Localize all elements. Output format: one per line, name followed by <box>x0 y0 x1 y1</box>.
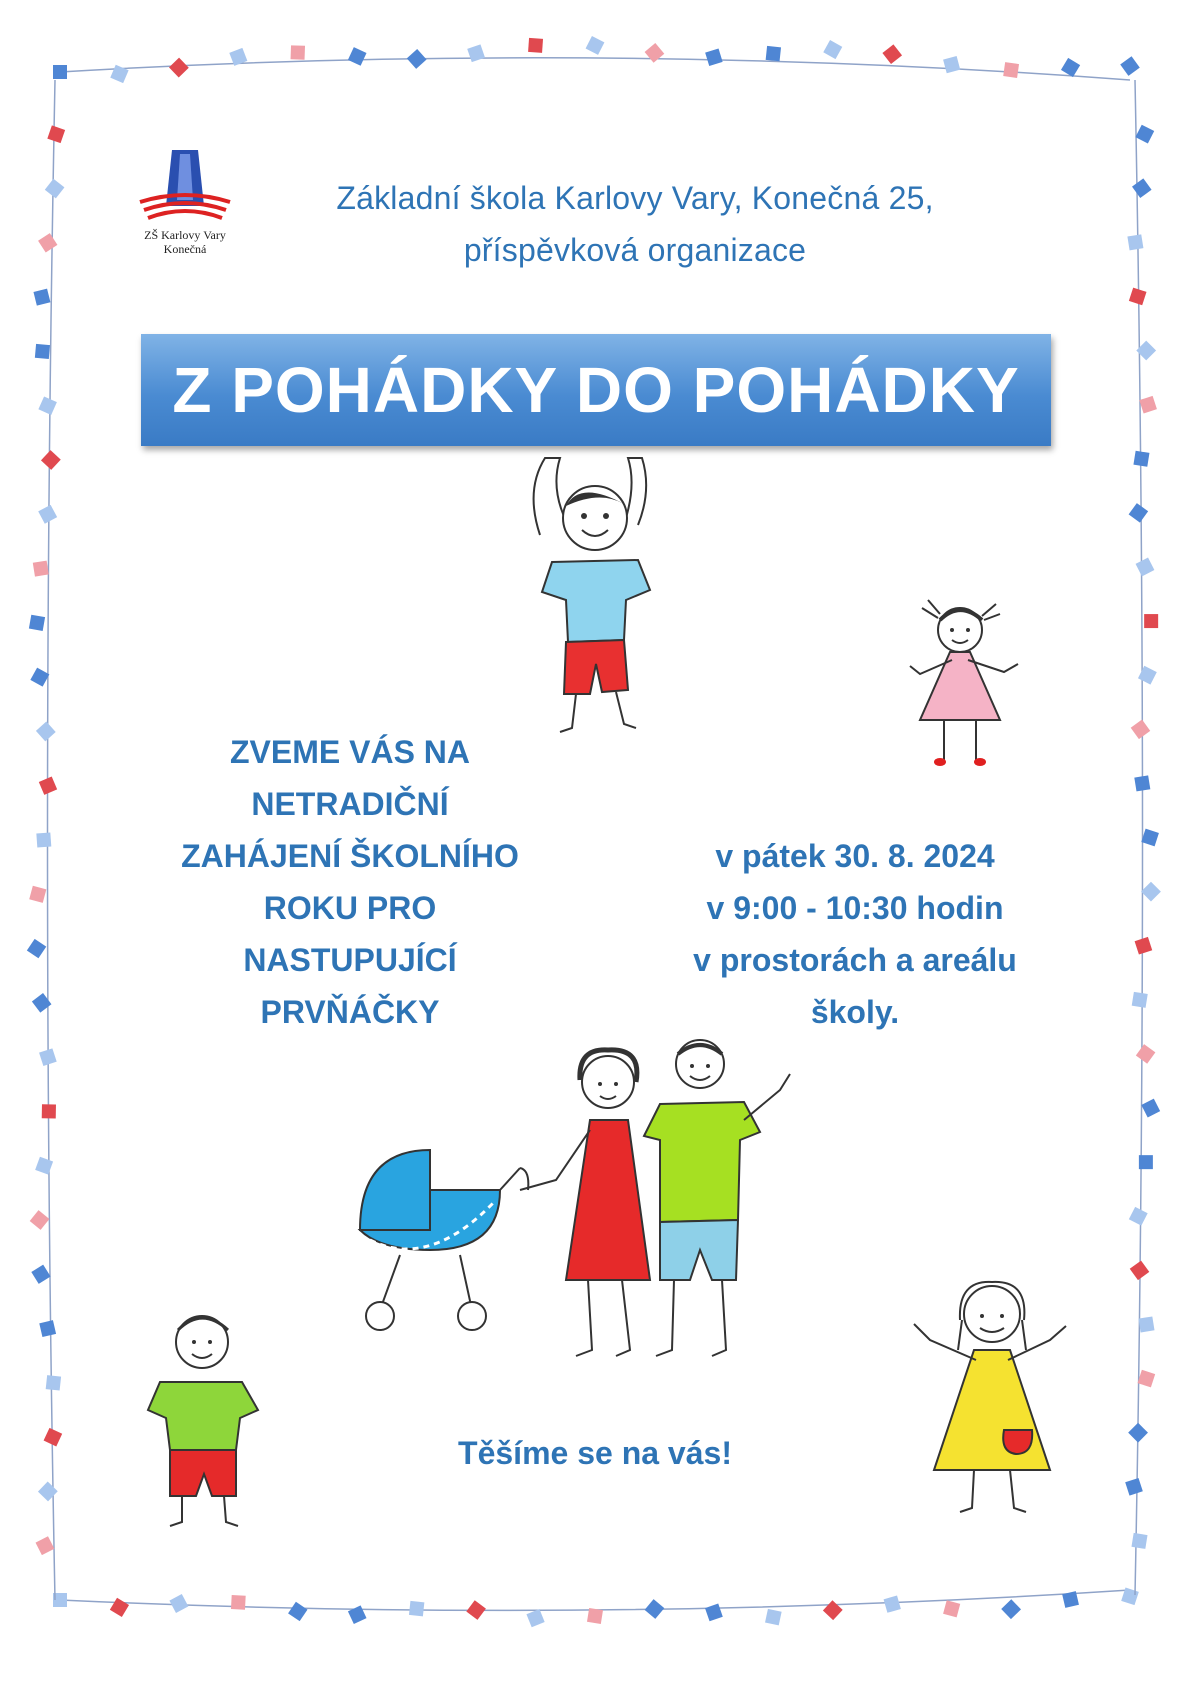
bunting-flag <box>705 49 722 66</box>
girl-yellow-drawing <box>900 1270 1080 1520</box>
bunting-flag <box>42 1104 56 1118</box>
bunting-flag <box>46 1375 61 1390</box>
bunting-flag <box>33 561 49 577</box>
bunting-flag <box>526 1609 544 1627</box>
bunting-flag <box>39 1048 57 1066</box>
bunting-flag <box>1125 1478 1143 1496</box>
bunting-string <box>60 58 1130 80</box>
bunting-flag <box>823 1600 843 1620</box>
bunting-flag <box>29 886 46 903</box>
logo-text-line2: Konečná <box>163 242 207 256</box>
bunting-flag <box>348 1605 367 1624</box>
event-time: v 9:00 - 10:30 hodin <box>706 890 1004 926</box>
bunting-flag <box>1141 1099 1160 1118</box>
bunting-flag <box>1001 1599 1021 1619</box>
event-place-cont: školy. <box>810 994 900 1030</box>
bunting-flag <box>30 668 49 687</box>
bunting-flag <box>33 289 50 306</box>
invitation-line: NASTUPUJÍCÍ <box>243 942 457 978</box>
invitation-line: ZVEME VÁS NA <box>229 734 471 770</box>
bunting-flag <box>1130 1261 1150 1281</box>
bunting-flag <box>27 939 46 958</box>
bunting-flag <box>645 43 665 63</box>
invitation-line: PRVŇÁČKY <box>260 994 440 1030</box>
bunting-flag <box>1134 775 1150 791</box>
bunting-flag <box>47 125 65 143</box>
page-title: Z POHÁDKY DO POHÁDKY <box>172 354 1020 426</box>
bunting-flag <box>1135 125 1154 144</box>
bunting-flag <box>766 46 781 61</box>
bunting-string <box>60 1590 1130 1610</box>
bunting-flag <box>943 56 960 73</box>
bunting-flag <box>1120 56 1140 76</box>
bunting-flag <box>348 47 367 66</box>
bunting-flag <box>1129 1207 1148 1226</box>
bunting-flag <box>38 396 56 414</box>
bunting-flag <box>35 344 50 359</box>
bunting-flag <box>1138 1316 1154 1332</box>
bunting-flag <box>1129 503 1149 523</box>
invitation-line: ZAHÁJENÍ ŠKOLNÍHO <box>181 838 519 874</box>
bunting-flag <box>38 505 57 524</box>
bunting-flag <box>39 1320 56 1337</box>
boy-green-drawing <box>140 1300 270 1530</box>
family-with-pram-drawing <box>360 1040 840 1380</box>
bunting-flag <box>765 1609 782 1626</box>
bunting-flag <box>41 450 61 470</box>
bunting-string <box>1135 80 1143 1595</box>
invitation-line: NETRADIČNÍ <box>251 786 449 822</box>
bunting-flag <box>1129 288 1147 306</box>
school-name: Základní škola Karlovy Vary, Konečná 25, <box>336 180 934 216</box>
bunting-flag <box>36 722 56 742</box>
bunting-flag <box>169 58 189 78</box>
bunting-flag <box>231 1595 246 1610</box>
bunting-flag <box>110 1598 129 1617</box>
bunting-flag <box>528 38 543 53</box>
bunting-flag <box>1131 720 1151 740</box>
event-place: v prostorách a areálu <box>693 942 1017 978</box>
bunting-flag <box>1132 992 1148 1008</box>
bunting-flag <box>1133 451 1149 467</box>
bunting-flag <box>705 1604 723 1622</box>
bunting-flag <box>587 1608 603 1624</box>
school-type: příspěvková organizace <box>463 232 807 268</box>
boy-hanging-drawing <box>520 450 670 740</box>
bunting-flag <box>31 1265 50 1284</box>
bunting-flag <box>466 1600 486 1620</box>
bunting-flag <box>1061 58 1080 77</box>
bunting-flag <box>1139 1155 1153 1169</box>
bunting-flag <box>36 833 51 848</box>
invitation-line: ROKU PRO <box>263 890 437 926</box>
bunting-flag <box>467 44 485 62</box>
bunting-flag <box>39 777 57 795</box>
bunting-flag <box>884 1595 901 1612</box>
bunting-flag <box>291 45 305 59</box>
bunting-flag <box>1141 829 1159 847</box>
bunting-flag <box>35 1157 53 1175</box>
bunting-flag <box>1139 396 1157 414</box>
bunting-flag <box>1136 1044 1156 1064</box>
closing-text: Těšíme se na vás! <box>458 1435 732 1471</box>
bunting-flag <box>29 615 45 631</box>
bunting-flag <box>823 40 842 59</box>
bunting-flag <box>288 1602 307 1621</box>
bunting-flag <box>1138 1370 1156 1388</box>
bunting-flag <box>36 1536 55 1555</box>
bunting-flag <box>53 65 67 79</box>
bunting-flag <box>1136 558 1155 577</box>
bunting-flag <box>882 44 902 64</box>
bunting-flag <box>38 1482 58 1502</box>
bunting-flag <box>645 1599 665 1619</box>
logo-text-line1: ZŠ Karlovy Vary <box>144 228 226 242</box>
bunting-flag <box>1135 937 1153 955</box>
bunting-flag <box>1141 882 1161 902</box>
bunting-flag <box>1144 614 1158 628</box>
bunting-flag <box>1003 62 1019 78</box>
girl-pink-drawing <box>900 590 1040 770</box>
bunting-flag <box>409 1601 424 1616</box>
bunting-flag <box>1131 1533 1147 1549</box>
bunting-flag <box>30 1210 50 1230</box>
bunting-flag <box>586 36 605 55</box>
bunting-flag <box>407 49 427 69</box>
bunting-flag <box>943 1600 960 1617</box>
bunting-flag <box>1138 666 1157 685</box>
title-banner <box>141 334 1051 446</box>
bunting-flag <box>169 1594 188 1613</box>
event-date: v pátek 30. 8. 2024 <box>715 838 995 874</box>
bunting-flag <box>110 65 128 83</box>
